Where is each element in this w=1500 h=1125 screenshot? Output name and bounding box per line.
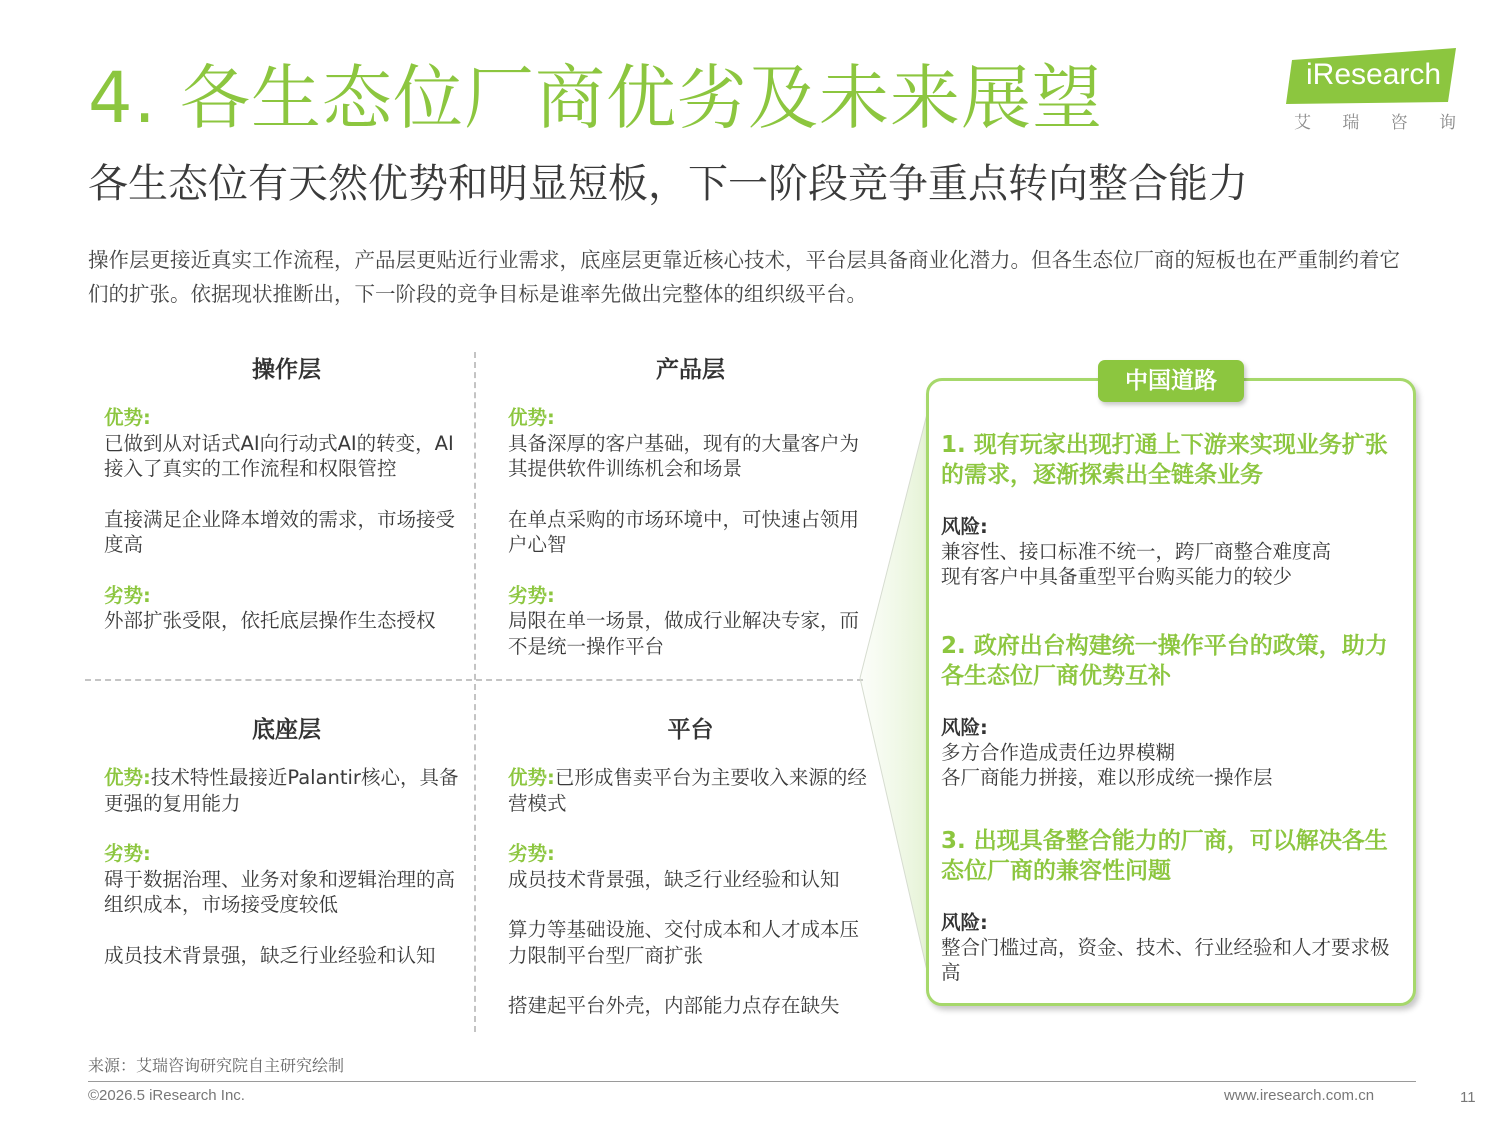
quadrant-title: 底座层 <box>252 717 321 743</box>
point-title: 1. 现有玩家出现打通上下游来实现业务扩张的需求，逐渐探索出全链条业务 <box>941 432 1388 488</box>
disadvantage-label: 劣势: <box>508 842 555 865</box>
china-path-point <box>941 826 1391 985</box>
risk-text: 现有客户中具备重型平台购买能力的较少 <box>941 565 1293 588</box>
china-path-point <box>941 430 1391 589</box>
footer-divider <box>88 1081 1416 1082</box>
quadrant-title: 操作层 <box>252 357 321 383</box>
logo-text: iResearch <box>1306 58 1442 91</box>
risk-label: 风险: <box>941 716 988 739</box>
disadvantage-label: 劣势: <box>508 583 555 607</box>
point-title: 3. 出现具备整合能力的厂商，可以解决各生态位厂商的兼容性问题 <box>941 828 1388 884</box>
risk-label: 风险: <box>941 911 988 934</box>
advantage-text: 已形成售卖平台为主要收入来源的经营模式 <box>508 766 867 815</box>
china-path-content <box>941 430 1391 985</box>
point-title: 2. 政府出台构建统一操作平台的政策，助力各生态位厂商优势互补 <box>941 633 1388 689</box>
source-note: 来源：艾瑞咨询研究院自主研究绘制 <box>88 1056 345 1075</box>
risk-text: 兼容性、接口标准不统一，跨厂商整合难度高 <box>941 540 1332 563</box>
quadrant-title: 产品层 <box>656 357 725 383</box>
china-path-badge: 中国道路 <box>1098 360 1244 402</box>
advantage-label: 优势: <box>508 766 555 789</box>
china-path-point <box>941 631 1391 790</box>
disadvantage-label: 劣势: <box>104 842 151 865</box>
disadvantage-text: 算力等基础设施、交付成本和人才成本压力限制平台型厂商扩张 <box>508 918 860 967</box>
page-subtitle: 各生态位有天然优势和明显短板，下一阶段竞争重点转向整合能力 <box>88 161 1248 207</box>
advantage-text: 已做到从对话式AI向行动式AI的转变，AI接入了真实的工作流程和权限管控 <box>104 431 454 480</box>
advantage-text: 直接满足企业降本增效的需求，市场接受度高 <box>104 507 456 556</box>
disadvantage-text: 成员技术背景强，缺乏行业经验和认知 <box>508 867 840 891</box>
page-title: 4. 各生态位厂商优劣及未来展望 <box>88 57 1104 139</box>
copyright: ©2026.5 iResearch Inc. <box>88 1087 245 1104</box>
website-link[interactable]: www.iresearch.com.cn <box>1224 1087 1375 1104</box>
quadrant-title: 平台 <box>667 717 714 743</box>
logo-char: 询 <box>1438 113 1456 133</box>
advantage-label: 优势: <box>104 406 151 429</box>
disadvantage-text: 成员技术背景强，缺乏行业经验和认知 <box>104 943 436 967</box>
logo-char: 咨 <box>1390 113 1408 133</box>
disadvantage-text: 局限在单一场景，做成行业解决专家，而不是统一操作平台 <box>508 609 860 658</box>
disadvantage-text: 外部扩张受限，依托底层操作生态授权 <box>104 609 436 632</box>
disadvantage-label: 劣势: <box>104 583 151 607</box>
disadvantage-text: 搭建起平台外壳，内部能力点存在缺失 <box>508 994 840 1017</box>
risk-text: 各厂商能力拼接，难以形成统一操作层 <box>941 766 1273 789</box>
disadvantage-text: 碍于数据治理、业务对象和逻辑治理的高组织成本，市场接受度较低 <box>104 867 456 916</box>
logo-char: 瑞 <box>1342 113 1360 133</box>
page-number: 11 <box>1460 1089 1476 1106</box>
advantage-label: 优势: <box>104 766 151 789</box>
advantage-text: 具备深厚的客户基础，现有的大量客户为其提供软件训练机会和场景 <box>508 431 860 480</box>
risk-text: 整合门槛过高，资金、技术、行业经验和人才要求极高 <box>941 936 1390 984</box>
advantage-text: 在单点采购的市场环境中，可快速占领用户心智 <box>508 507 860 556</box>
risk-text: 多方合作造成责任边界模糊 <box>941 741 1176 764</box>
logo-char: 艾 <box>1294 113 1311 133</box>
advantage-label: 优势: <box>508 406 555 429</box>
intro-paragraph: 操作层更接近真实工作流程，产品层更贴近行业需求，底座层更靠近核心技术，平台层具备商业化潜力。但各生态位厂商的短板也在严重制约着它们的扩张。依据现状推断出，下一阶段的竞争目标是谁率先做出完整体的组织级平台。 <box>88 248 1400 306</box>
advantage-text: 技术特性最接近Palantir核心，具备更强的复用能力 <box>104 766 459 815</box>
risk-label: 风险: <box>941 515 988 538</box>
